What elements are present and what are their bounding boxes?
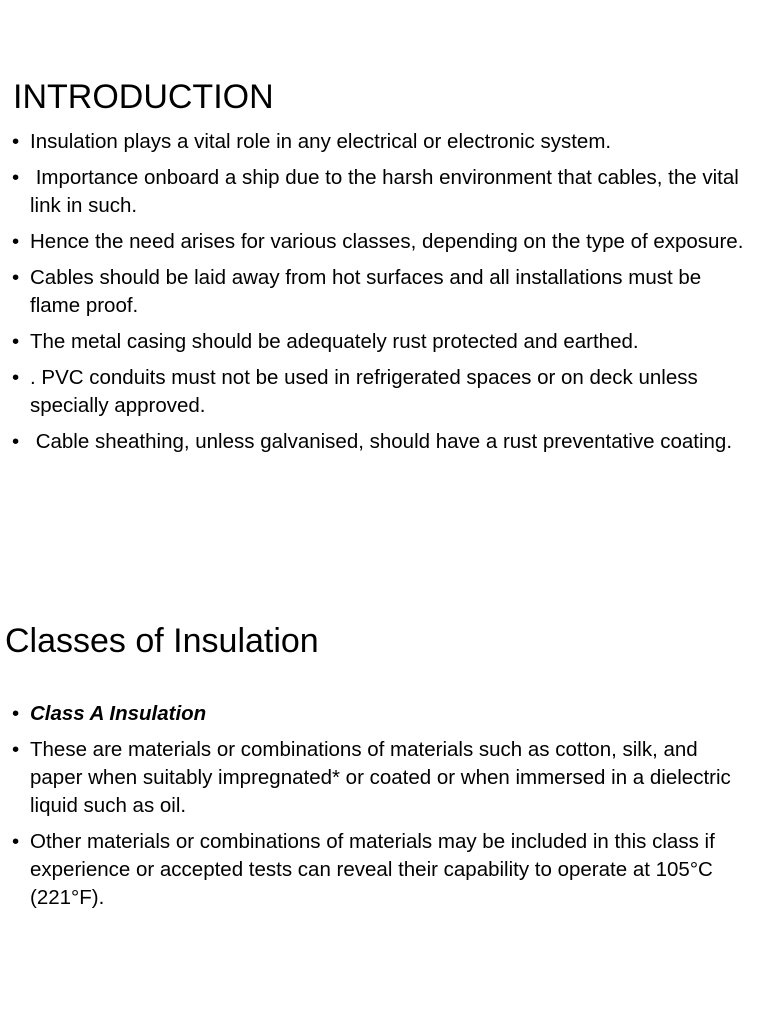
section-title-introduction: INTRODUCTION bbox=[13, 78, 274, 116]
bullet-item bbox=[12, 128, 752, 156]
introduction-bullet-list bbox=[12, 128, 752, 464]
bullet-text: • Cable sheathing, unless galvanised, should have a rust preventative coating. bbox=[30, 430, 733, 453]
bullet-text: • Other materials or combinations of materials may be included in this class if experience or accepted tests can reveal their capability to operate at 105°C (221°F). bbox=[30, 830, 715, 909]
bullet-item bbox=[12, 264, 752, 320]
bullet-text: • The metal casing should be adequately rust protected and earthed. bbox=[30, 330, 639, 353]
bullet-text: • These are materials or combinations of materials such as cotton, silk, and paper when suitably impregnated* or coated or when immersed in a dielectric liquid such as oil. bbox=[30, 738, 731, 817]
bullet-item bbox=[12, 736, 752, 820]
bullet-item bbox=[12, 828, 752, 912]
classes-bullet-list bbox=[12, 700, 752, 920]
bullet-text: • Cables should be laid away from hot surfaces and all installations must be flame proof. bbox=[30, 266, 702, 317]
bullet-text: • Insulation plays a vital role in any electrical or electronic system. bbox=[30, 130, 612, 153]
bullet-item bbox=[12, 328, 752, 356]
bullet-text: • Importance onboard a ship due to the harsh environment that cables, the vital link in such. bbox=[30, 166, 745, 217]
bullet-text: • . PVC conduits must not be used in refrigerated spaces or on deck unless specially approved. bbox=[30, 366, 698, 417]
class-a-heading: • Class A Insulation bbox=[30, 702, 207, 725]
bullet-item bbox=[12, 228, 752, 256]
bullet-item-class-a-heading bbox=[12, 700, 752, 728]
bullet-item bbox=[12, 164, 752, 220]
bullet-text: • Hence the need arises for various classes, depending on the type of exposure. bbox=[30, 230, 744, 253]
section-title-classes-of-insulation: Classes of Insulation bbox=[5, 622, 319, 660]
bullet-item bbox=[12, 364, 752, 420]
bullet-item bbox=[12, 428, 752, 456]
